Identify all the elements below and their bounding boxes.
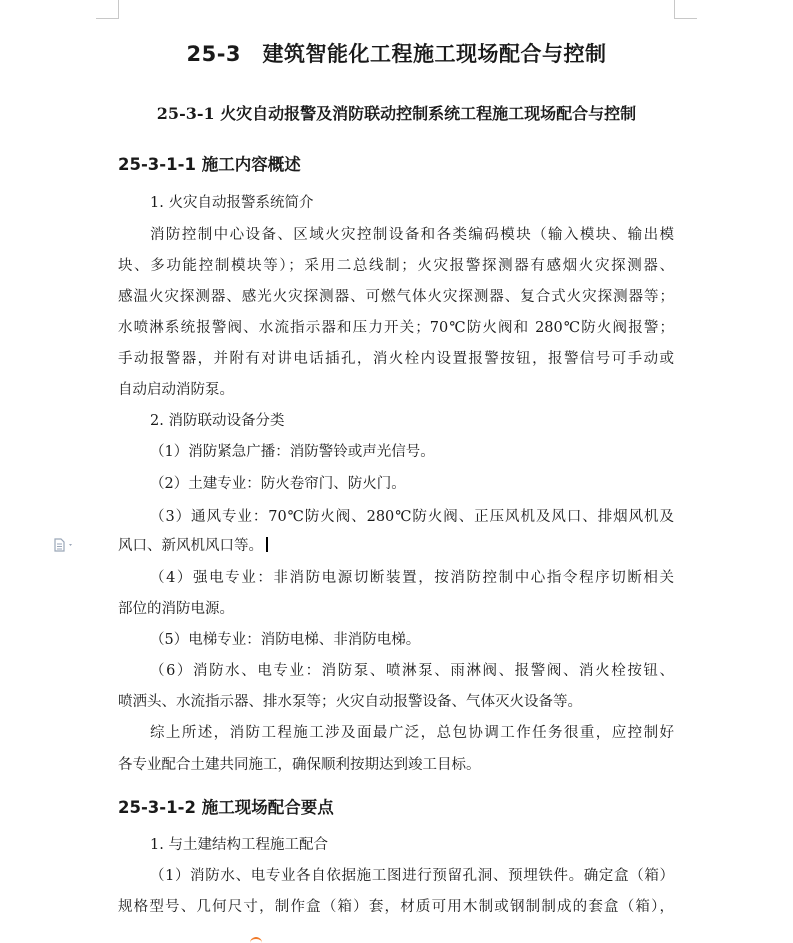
- list-item[interactable]: （2）土建专业：防火卷帘门、防火门。: [150, 476, 406, 492]
- list-heading[interactable]: 1. 与土建结构工程施工配合: [150, 837, 328, 853]
- text-cursor: [266, 537, 268, 552]
- chapter-title: 25-3 建筑智能化工程施工现场配合与控制: [186, 42, 607, 66]
- list-item-text[interactable]: 风口、新风机风口等。: [118, 538, 263, 554]
- paragraph-line[interactable]: 各专业配合土建共同施工，确保顺利按期达到竣工目标。: [118, 757, 481, 773]
- list-item[interactable]: （4）强电专业：非消防电源切断装置，按消防控制中心指令程序切断相关: [150, 570, 674, 586]
- list-item-continued[interactable]: [118, 536, 674, 556]
- subsection-heading-1: 25-3-1-1 施工内容概述: [118, 155, 301, 174]
- document-options-icon[interactable]: [54, 538, 76, 552]
- subsection-heading-2: 25-3-1-2 施工现场配合要点: [118, 798, 334, 817]
- list-item[interactable]: （1）消防紧急广播：消防警铃或声光信号。: [150, 444, 435, 460]
- list-item[interactable]: （1）消防水、电专业各自依据施工图进行预留孔洞、预埋铁件。确定盒（箱）: [150, 868, 674, 884]
- paragraph-line[interactable]: 消防控制中心设备、区域火灾控制设备和各类编码模块（输入模块、输出模: [150, 227, 674, 243]
- paragraph-line[interactable]: 自动启动消防泵。: [118, 382, 234, 398]
- list-item-continued[interactable]: 规格型号、几何尺寸，制作盒（箱）套，材质可用木制或钢制制成的套盒（箱），: [118, 899, 674, 915]
- decorative-mark: [250, 937, 262, 943]
- list-item-continued[interactable]: 喷洒头、水流指示器、排水泵等；火灾自动报警设备、气体灭火设备等。: [118, 694, 582, 710]
- list-item[interactable]: （3）通风专业：70℃防火阀、280℃防火阀、正压风机及风口、排烟风机及: [150, 509, 674, 525]
- list-item-continued[interactable]: 部位的消防电源。: [118, 601, 234, 617]
- crop-mark-top-right: [674, 0, 697, 19]
- list-heading[interactable]: 1. 火灾自动报警系统简介: [150, 195, 314, 211]
- crop-mark-top-left: [96, 0, 119, 19]
- list-item[interactable]: （6）消防水、电专业：消防泵、喷淋泵、雨淋阀、报警阀、消火栓按钮、: [150, 663, 674, 679]
- paragraph-line[interactable]: 手动报警器，并附有对讲电话插孔，消火栓内设置报警按钮，报警信号可手动或: [118, 351, 674, 367]
- list-item[interactable]: （5）电梯专业：消防电梯、非消防电梯。: [150, 632, 421, 648]
- paragraph-line[interactable]: 水喷淋系统报警阀、水流指示器和压力开关；70℃防火阀和 280℃防火阀报警；: [118, 320, 674, 336]
- section-heading: 25-3-1 火灾自动报警及消防联动控制系统工程施工现场配合与控制: [156, 104, 637, 123]
- paragraph-line[interactable]: 综上所述，消防工程施工涉及面最广泛，总包协调工作任务很重，应控制好: [150, 725, 674, 741]
- list-heading[interactable]: 2. 消防联动设备分类: [150, 413, 285, 429]
- paragraph-line[interactable]: 感温火灾探测器、感光火灾探测器、可燃气体火灾探测器、复合式火灾探测器等；: [118, 289, 674, 305]
- paragraph-line[interactable]: 块、多功能控制模块等）；采用二总线制；火灾报警探测器有感烟火灾探测器、: [118, 258, 674, 274]
